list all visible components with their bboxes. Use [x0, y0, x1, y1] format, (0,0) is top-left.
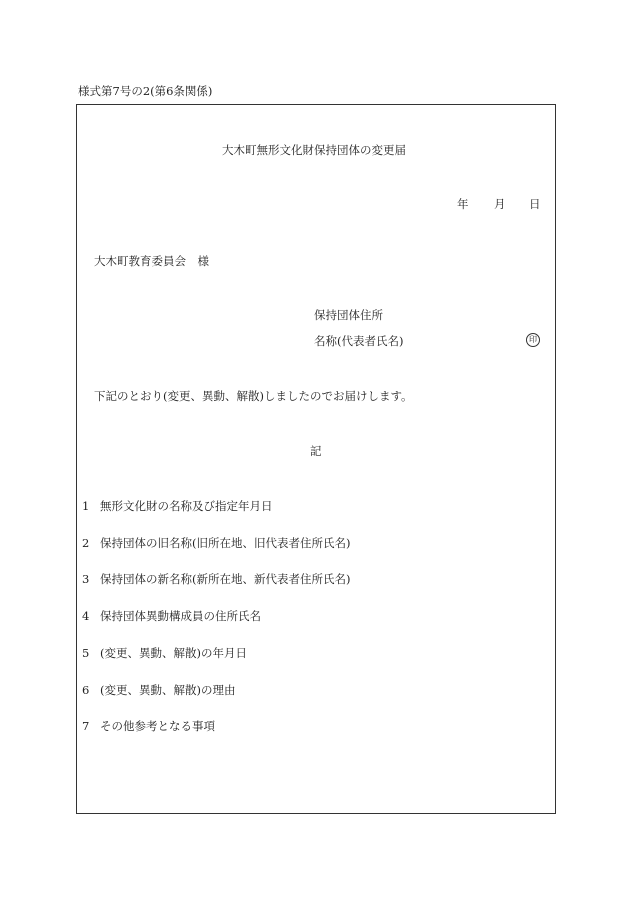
list-item — [82, 611, 261, 623]
form-border — [76, 104, 556, 814]
item-text: 保持団体の旧名称(旧所在地、旧代表者住所氏名) — [100, 536, 351, 550]
item-text: 無形文化財の名称及び指定年月日 — [100, 499, 273, 513]
document-title: 大木町無形文化財保持団体の変更届 — [222, 143, 406, 157]
seal-mark-icon: 印 — [526, 333, 540, 347]
list-item — [82, 648, 247, 660]
date-month-label: 月 — [494, 197, 506, 211]
item-text: 保持団体異動構成員の住所氏名 — [100, 609, 261, 623]
form-number-label: 様式第7号の2(第6条関係) — [78, 84, 213, 98]
group-name-label: 名称(代表者氏名) — [314, 334, 404, 348]
item-number: 7 — [82, 719, 90, 733]
item-number: 3 — [82, 572, 90, 586]
item-number: 6 — [82, 683, 90, 697]
ki-heading: 記 — [310, 444, 322, 458]
item-text: (変更、異動、解散)の理由 — [100, 683, 236, 697]
recipient: 大木町教育委員会 様 — [94, 254, 209, 268]
intro-text: 下記のとおり(変更、異動、解散)しましたのでお届けします。 — [94, 389, 413, 403]
item-number: 4 — [82, 609, 90, 623]
item-number: 2 — [82, 536, 90, 550]
list-item — [82, 721, 215, 733]
date-day-label: 日 — [529, 197, 541, 211]
item-number: 5 — [82, 646, 90, 660]
item-text: その他参考となる事項 — [100, 719, 215, 733]
item-number: 1 — [82, 499, 90, 513]
list-item — [82, 685, 235, 697]
date-year-label: 年 — [457, 197, 469, 211]
list-item — [82, 501, 273, 513]
group-address-label: 保持団体住所 — [314, 308, 383, 322]
list-item — [82, 574, 350, 586]
item-text: (変更、異動、解散)の年月日 — [100, 646, 247, 660]
list-item — [82, 538, 350, 550]
item-text: 保持団体の新名称(新所在地、新代表者住所氏名) — [100, 572, 351, 586]
